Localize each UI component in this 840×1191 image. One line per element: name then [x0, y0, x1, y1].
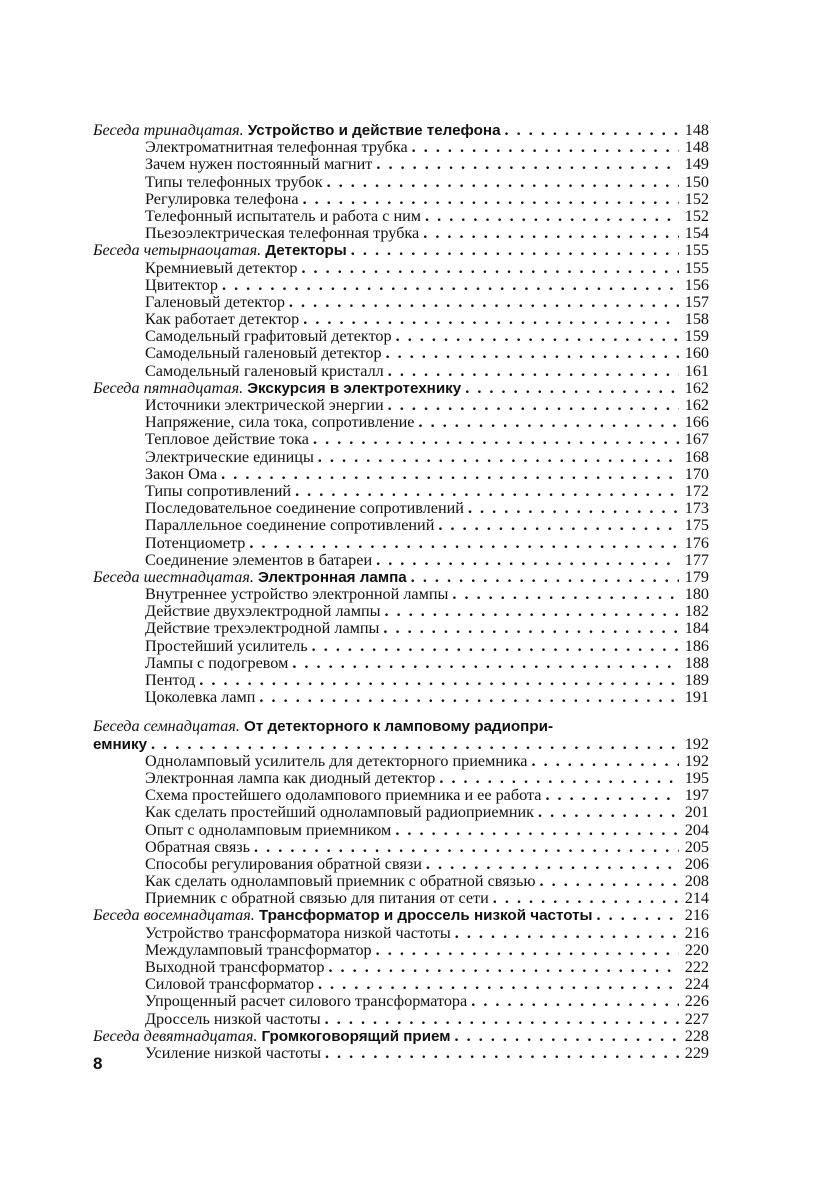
toc-entry — [93, 753, 709, 770]
toc-entry-page-number: 197 — [684, 787, 709, 805]
dot-leader — [382, 345, 679, 362]
chapter-heading — [93, 907, 709, 924]
toc-entry-title: Типы телефонных трубок — [145, 173, 323, 191]
dot-leader — [384, 397, 679, 414]
dot-leader — [422, 856, 679, 873]
toc-entry-title: Параллельное соединение сопротивлений — [145, 517, 435, 535]
toc-entry — [93, 345, 709, 362]
toc-entry — [93, 586, 709, 603]
chapter-label: Беседа семнадцатая. — [93, 718, 240, 736]
chapter-page-number: 155 — [684, 242, 709, 260]
dot-leader — [541, 787, 679, 804]
dot-leader — [245, 535, 679, 552]
toc-entry-title: Источники электрической энергии — [145, 397, 384, 414]
toc-entry-title: Телефонный испытатель и работа с ним — [145, 207, 422, 225]
dot-leader — [461, 380, 679, 397]
chapter-heading — [93, 242, 709, 259]
dot-leader — [299, 311, 679, 328]
toc-entry-title: Действие трехэлектродной лампы — [145, 620, 380, 638]
dot-leader — [217, 466, 679, 483]
toc-entry-page-number: 214 — [684, 890, 709, 908]
chapter-title: Детекторы — [265, 242, 347, 260]
dot-leader — [379, 620, 679, 637]
chapter-heading-continued — [93, 736, 709, 753]
toc-entry-title: Соединение элементов в батареи — [145, 551, 373, 569]
toc-entry-page-number: 152 — [684, 207, 709, 225]
toc-entry-page-number: 159 — [684, 328, 709, 346]
dot-leader — [218, 277, 679, 294]
toc-entry-title: Кремниевый детектор — [145, 259, 298, 277]
toc-entry-page-number: 229 — [684, 1044, 709, 1062]
chapter-title-line — [93, 122, 501, 139]
chapter-title: Электронная лампа — [257, 568, 407, 586]
toc-entry — [93, 959, 709, 976]
toc-entry-page-number: 176 — [684, 534, 709, 552]
chapter-label: Беседа четырнаоцатая. — [93, 242, 262, 260]
toc-entry-title: Обратная связь — [145, 838, 251, 856]
toc-entry — [93, 294, 709, 311]
toc-entry-title: Усиление низкой частоты — [145, 1044, 321, 1062]
chapter-title-line — [93, 242, 347, 259]
dot-leader — [255, 689, 679, 706]
toc-entry-page-number: 206 — [684, 855, 709, 873]
toc-entry-title: Последовательное соединение сопротивлений — [145, 500, 464, 518]
toc-entry-title: Выходной трансформатор — [145, 959, 325, 976]
toc-entry-title: Пьезоэлектрическая телефонная трубка — [145, 225, 420, 243]
toc-entry-title: Дроссель низкой частоты — [145, 1010, 321, 1028]
toc-entry — [93, 174, 709, 191]
toc-entry-page-number: 162 — [684, 397, 709, 414]
toc-entry-page-number: 157 — [684, 293, 709, 311]
toc-entry-page-number: 184 — [684, 620, 709, 638]
toc-entry-page-number: 189 — [684, 672, 709, 689]
chapter-label: Беседа девятнадцатая. — [93, 1027, 258, 1045]
toc-entry-page-number: 220 — [684, 941, 709, 959]
toc-entry-page-number: 161 — [684, 362, 709, 380]
dot-leader — [421, 208, 679, 225]
toc-entry-title: Самодельный галеновый детектор — [145, 345, 382, 363]
dot-leader — [415, 414, 680, 431]
toc-entry — [93, 431, 709, 448]
dot-leader — [309, 431, 679, 448]
toc-entry-title: Междуламповый трансформатор — [145, 941, 372, 959]
toc-entry — [93, 672, 709, 689]
toc-entry-title: Простейший усилитель — [145, 637, 308, 655]
toc-entry-page-number: 195 — [684, 769, 709, 787]
toc-entry — [93, 277, 709, 294]
section-gap — [93, 706, 709, 718]
dot-leader — [408, 139, 679, 156]
toc-entry-page-number: 208 — [684, 873, 709, 891]
toc-entry-title: Самодельный графитовый детектор — [145, 328, 392, 346]
page-number: 8 — [93, 1054, 103, 1073]
dot-leader — [324, 959, 679, 976]
toc-entry-title: Как сделать простейший одноламповый радиоприемник — [145, 804, 535, 822]
toc-entry-title: Закон Ома — [145, 465, 218, 483]
toc-entry-title: Электронная лампа как диодный детектор — [145, 769, 436, 787]
toc-entry — [93, 552, 709, 569]
chapter-title: От детекторного к ламповому радиопри- — [243, 718, 554, 736]
chapter-page-number: 179 — [684, 568, 709, 586]
toc-entry-title: Схема простейшего одолампового приемника и ее работа — [145, 787, 542, 805]
toc-entry — [93, 770, 709, 787]
toc-entry-page-number: 149 — [684, 156, 709, 174]
chapter-title: Громкоговорящий прием — [261, 1027, 451, 1045]
dot-leader — [528, 753, 680, 770]
dot-leader — [407, 569, 679, 586]
toc-entry-page-number: 205 — [684, 838, 709, 856]
toc-entry-title: Электроматнитная телефонная трубка — [145, 139, 408, 157]
chapter-heading — [93, 122, 709, 139]
toc-entry — [93, 620, 709, 637]
toc-entry — [93, 1011, 709, 1028]
dot-leader — [147, 736, 679, 753]
chapter-title-line — [93, 380, 461, 397]
toc-entry-page-number: 226 — [684, 993, 709, 1011]
toc-entry-page-number: 148 — [684, 139, 709, 157]
dot-leader — [536, 873, 679, 890]
chapter-page-number: 228 — [684, 1027, 709, 1045]
chapter-title-line — [93, 1028, 451, 1045]
toc-entry — [93, 517, 709, 534]
chapter-page-number: 162 — [684, 379, 709, 397]
dot-leader — [288, 655, 679, 672]
dot-leader — [314, 976, 679, 993]
dot-leader — [381, 603, 680, 620]
dot-leader — [435, 770, 679, 787]
dot-leader — [321, 1011, 679, 1028]
toc-entry-title: Упрощенный расчет силового трансформатора — [145, 993, 468, 1011]
toc-entry-title: Цвитектор — [145, 276, 218, 294]
dot-leader — [391, 822, 679, 839]
toc-entry — [93, 466, 709, 483]
toc-entry-page-number: 222 — [684, 959, 709, 976]
toc-entry-title: Галеновый детектор — [145, 293, 285, 311]
dot-leader — [297, 260, 679, 277]
dot-leader — [448, 586, 679, 603]
toc-entry — [93, 890, 709, 907]
toc-entry-title: Пентод — [145, 672, 196, 689]
toc-entry — [93, 1045, 709, 1062]
dot-leader — [308, 638, 679, 655]
toc-entry — [93, 873, 709, 890]
toc-entry-title: Одноламповый усилитель для детекторного приемника — [145, 752, 528, 770]
chapter-heading — [93, 718, 709, 735]
toc-entry-title: Напряжение, сила тока, сопротивление — [145, 414, 415, 432]
toc-entry — [93, 804, 709, 821]
chapter-label: Беседа шестнадцатая. — [93, 568, 254, 586]
chapter-title: Устройство и действие телефона — [247, 122, 501, 139]
chapter-title-line — [93, 718, 553, 735]
toc-entry-page-number: 204 — [684, 821, 709, 839]
dot-leader — [285, 294, 679, 311]
table-of-contents — [93, 122, 709, 1062]
toc-entry-page-number: 216 — [684, 924, 709, 942]
toc-entry — [93, 191, 709, 208]
toc-entry-page-number: 167 — [684, 431, 709, 449]
toc-entry — [93, 414, 709, 431]
dot-leader — [250, 839, 679, 856]
dot-leader — [291, 483, 679, 500]
toc-entry — [93, 156, 709, 173]
toc-entry-page-number: 201 — [684, 804, 709, 822]
toc-entry — [93, 839, 709, 856]
toc-entry-title: Способы регулирования обратной связи — [145, 855, 422, 873]
toc-entry-page-number: 227 — [684, 1010, 709, 1028]
toc-entry — [93, 363, 709, 380]
chapter-title: Трансформатор и дроссель низкой частоты — [258, 907, 593, 925]
dot-leader — [534, 804, 679, 821]
chapter-title-continued: емнику — [93, 735, 148, 753]
toc-entry — [93, 603, 709, 620]
chapter-label: Беседа тринадцатая. — [93, 122, 244, 139]
chapter-heading — [93, 1028, 709, 1045]
dot-leader — [434, 517, 679, 534]
toc-entry-title: Лампы с подогревом — [145, 654, 289, 672]
toc-entry-title: Потенциометр — [145, 534, 246, 552]
chapter-title: Экскурсия в электротехнику — [247, 379, 462, 397]
toc-entry-title: Самодельный галеновый кристалл — [145, 362, 384, 380]
toc-entry-page-number: 186 — [684, 637, 709, 655]
toc-entry-page-number: 172 — [684, 482, 709, 500]
toc-entry — [93, 787, 709, 804]
toc-entry — [93, 822, 709, 839]
dot-leader — [372, 156, 679, 173]
chapter-page-number: 216 — [684, 907, 709, 925]
dot-leader — [372, 942, 679, 959]
dot-leader — [384, 363, 679, 380]
dot-leader — [464, 500, 679, 517]
toc-entry — [93, 689, 709, 706]
toc-entry — [93, 208, 709, 225]
dot-leader — [392, 328, 679, 345]
toc-entry-title: Приемник с обратной связью для питания от сети — [145, 890, 489, 908]
dot-leader — [489, 890, 679, 907]
toc-entry-page-number: 191 — [684, 689, 709, 707]
dot-leader — [347, 242, 679, 259]
chapter-title-line — [93, 907, 593, 924]
toc-entry-page-number: 182 — [684, 603, 709, 621]
toc-entry-title: Устройство трансформатора низкой частоты — [145, 924, 451, 942]
toc-entry-title: Как сделать одноламповый приемник с обратной связью — [145, 873, 536, 891]
toc-entry-title: Как работает детектор — [145, 311, 300, 329]
toc-entry-title: Опыт с одноламповым приемником — [145, 821, 392, 839]
toc-entry-page-number: 180 — [684, 586, 709, 604]
toc-entry — [93, 655, 709, 672]
dot-leader — [314, 449, 679, 466]
toc-entry — [93, 397, 709, 414]
toc-entry — [93, 535, 709, 552]
dot-leader — [299, 191, 679, 208]
toc-entry-page-number: 188 — [684, 654, 709, 672]
toc-entry — [93, 976, 709, 993]
dot-leader — [321, 1045, 679, 1062]
toc-entry-title: Регулировка телефона — [145, 190, 299, 208]
toc-entry-page-number: 155 — [684, 259, 709, 277]
chapter-label: Беседа восемнадцатая. — [93, 907, 255, 925]
toc-entry-page-number: 177 — [684, 551, 709, 569]
toc-entry — [93, 139, 709, 156]
dot-leader — [451, 925, 679, 942]
toc-entry — [93, 942, 709, 959]
chapter-label: Беседа пятнадцатая. — [93, 379, 244, 397]
chapter-heading — [93, 380, 709, 397]
toc-entry — [93, 311, 709, 328]
toc-entry-page-number: 150 — [684, 173, 709, 191]
toc-entry — [93, 225, 709, 242]
toc-entry-page-number: 173 — [684, 500, 709, 518]
toc-entry-page-number: 168 — [684, 448, 709, 466]
toc-entry-title: Действие двухэлектродной лампы — [145, 603, 381, 621]
chapter-page-number: 148 — [684, 122, 709, 139]
toc-entry-title: Цоколевка ламп — [145, 689, 256, 707]
toc-entry-title: Электрические единицы — [145, 448, 314, 466]
toc-entry-page-number: 154 — [684, 225, 709, 243]
dot-leader — [419, 225, 679, 242]
toc-entry-page-number: 158 — [684, 311, 709, 329]
toc-entry — [93, 449, 709, 466]
toc-entry-page-number: 224 — [684, 976, 709, 994]
toc-entry-title: Силовой трансформатор — [145, 976, 314, 994]
toc-entry-page-number: 175 — [684, 517, 709, 535]
toc-entry — [93, 925, 709, 942]
toc-entry — [93, 856, 709, 873]
dot-leader — [372, 552, 679, 569]
dot-leader — [467, 993, 679, 1010]
chapter-heading — [93, 569, 709, 586]
toc-entry — [93, 328, 709, 345]
toc-entry-page-number: 170 — [684, 465, 709, 483]
toc-entry-page-number: 156 — [684, 276, 709, 294]
toc-entry — [93, 638, 709, 655]
toc-entry-title: Типы сопротивлений — [145, 482, 292, 500]
chapter-page-number: 192 — [684, 735, 709, 753]
toc-entry — [93, 483, 709, 500]
toc-entry-title: Внутреннее устройство электронной лампы — [145, 586, 449, 604]
toc-entry — [93, 993, 709, 1010]
toc-entry-title: Тепловое действие тока — [145, 431, 309, 449]
toc-entry-page-number: 152 — [684, 190, 709, 208]
dot-leader — [501, 122, 679, 139]
toc-entry — [93, 260, 709, 277]
toc-entry-title: Зачем нужен постоянный магнит — [145, 156, 373, 174]
dot-leader — [195, 672, 679, 689]
toc-entry-page-number: 160 — [684, 345, 709, 363]
toc-entry — [93, 500, 709, 517]
toc-entry-page-number: 192 — [684, 752, 709, 770]
dot-leader — [451, 1028, 679, 1045]
chapter-title-line — [93, 569, 407, 586]
dot-leader — [593, 907, 679, 924]
dot-leader — [323, 174, 679, 191]
toc-entry-page-number: 166 — [684, 414, 709, 432]
